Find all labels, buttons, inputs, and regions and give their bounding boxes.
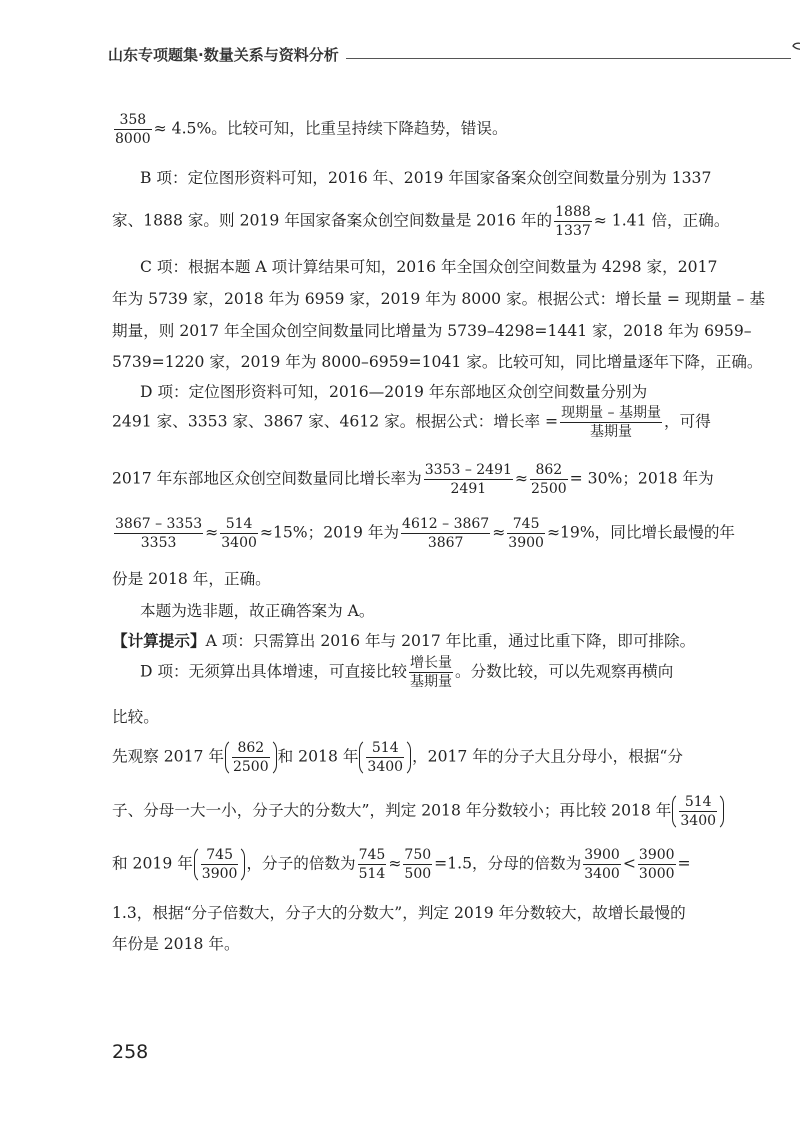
calc-tip-tag: 【计算提示】 bbox=[112, 631, 206, 650]
text-line: 年为 5739 家，2018 年为 6959 家，2019 年为 8000 家。根据公式：增长量 = 现期量 – 基 bbox=[112, 290, 766, 308]
fraction: $\frac{745}{3900}$ bbox=[508, 516, 544, 551]
fraction: $\frac{358}{8000}$ bbox=[115, 112, 151, 147]
text-line: 年份是 2018 年。 bbox=[112, 935, 240, 953]
fraction: $\frac{1888}{1337}$ bbox=[555, 204, 591, 239]
fraction: $\frac{3900}{3000}$ bbox=[638, 847, 675, 882]
text-line: 5739=1220 家，2019 年为 8000–6959=1041 家。比较可知，同比增量逐年下降，正确。 bbox=[112, 353, 763, 371]
fraction: $\frac{514}{3400}$ bbox=[221, 516, 257, 551]
fraction: $\frac{\text{现期量 – 基期量}}{\text{基期量}}$ bbox=[561, 405, 661, 440]
text-line: 2491 家、3353 家、3867 家、4612 家。根据公式：增长率 = $\frac{\text{现期量 – 基期量}}{\text{基期量}}$ ，可得 bbox=[112, 405, 711, 440]
running-header bbox=[108, 38, 728, 66]
fraction: $\frac{745}{514}$ bbox=[358, 847, 386, 882]
text-line: 子、分母一大一小，分子大的分数大”，判定 2018 年分数较小；再比较 2018 年 $\frac{514}{3400}$ bbox=[112, 792, 725, 831]
text-line: 和 2019 年 $\frac{745}{3900}$ ，分子的倍数为 $\frac{745}{514}$ ≈ $\frac{750}{500}$ =1.5，分母的倍数为 $\frac{3900}{3400}$ < $\frac{3900}{3000}$ = bbox=[112, 847, 691, 882]
fraction: $\frac{3900}{3400}$ bbox=[584, 847, 620, 882]
text-line: 先观察 2017 年 $\frac{862}{2500}$ 和 2018 年 $\frac{514}{3400}$ ，2017 年的分子大且分母小，根据“分 bbox=[112, 740, 683, 775]
text-line: 比较。 bbox=[112, 708, 159, 726]
fraction: $\frac{3353 - 2491}{2491}$ bbox=[424, 462, 512, 497]
text-line: 家、1888 家。则 2019 年国家备案众创空间数量是 2016 年的 $\frac{1888}{1337}$ ≈ 1.41 倍，正确。 bbox=[112, 204, 730, 239]
text-line: B 项：定位图形资料可知，2016 年、2019 年国家备案众创空间数量分别为 1337 bbox=[140, 169, 712, 187]
fraction: $\frac{3867 - 3353}{3353}$ bbox=[115, 516, 203, 551]
fraction: $\frac{745}{3900}$ bbox=[201, 847, 238, 882]
text-line: 2017 年东部地区众创空间数量同比增长率为 $\frac{3353 - 2491}{2491}$ ≈ $\frac{862}{2500}$ = 30%；2018 年为 bbox=[112, 462, 714, 497]
fraction: $\frac{514}{3400}$ bbox=[367, 740, 404, 775]
sprout-icon bbox=[791, 40, 800, 68]
text-line: 份是 2018 年，正确。 bbox=[112, 570, 271, 588]
text-line: 期量，则 2017 年全国众创空间数量同比增量为 5739–4298=1441 家，2018 年为 6959– bbox=[112, 322, 752, 340]
header-title: 山东专项题集·数量关系与资料分析 bbox=[108, 46, 339, 64]
fraction: $\frac{514}{3400}$ bbox=[680, 794, 717, 829]
header-rule bbox=[346, 58, 791, 59]
fraction: $\frac{862}{2500}$ bbox=[531, 462, 567, 497]
fraction: $\frac{\text{增长量}}{\text{基期量}}$ bbox=[409, 655, 452, 690]
text-line: 本题为选非题，故正确答案为 A。 bbox=[140, 602, 375, 620]
fraction: $\frac{862}{2500}$ bbox=[232, 740, 269, 775]
fraction: $\frac{4612 - 3867}{3867}$ bbox=[402, 516, 490, 551]
text-line: C 项：根据本题 A 项计算结果可知，2016 年全国众创空间数量为 4298 家，2017 bbox=[140, 258, 718, 276]
text-line: $\frac{358}{8000}$ ≈ 4.5%。比较可知，比重呈持续下降趋势，错误。 bbox=[115, 112, 508, 147]
fraction: $\frac{750}{500}$ bbox=[404, 847, 432, 882]
text-line: 【计算提示】A 项：只需算出 2016 年与 2017 年比重，通过比重下降，即可排除。 bbox=[112, 631, 696, 650]
text-line: D 项：定位图形资料可知，2016—2019 年东部地区众创空间数量分别为 bbox=[140, 383, 648, 401]
page-number: 258 bbox=[112, 1041, 149, 1063]
text-line: D 项：无须算出具体增速，可直接比较 $\frac{\text{增长量}}{\text{基期量}}$ 。分数比较，可以先观察再横向 bbox=[140, 655, 674, 690]
text-line: 1.3，根据“分子倍数大，分子大的分数大”，判定 2019 年分数较大，故增长最慢的 bbox=[112, 904, 686, 922]
text-line: $\frac{3867 - 3353}{3353}$ ≈ $\frac{514}{3400}$ ≈15%；2019 年为 $\frac{4612 - 3867}{3867}$ ≈ $\frac{745}{3900}$ ≈19%，同比增长最慢的年 bbox=[115, 516, 736, 551]
